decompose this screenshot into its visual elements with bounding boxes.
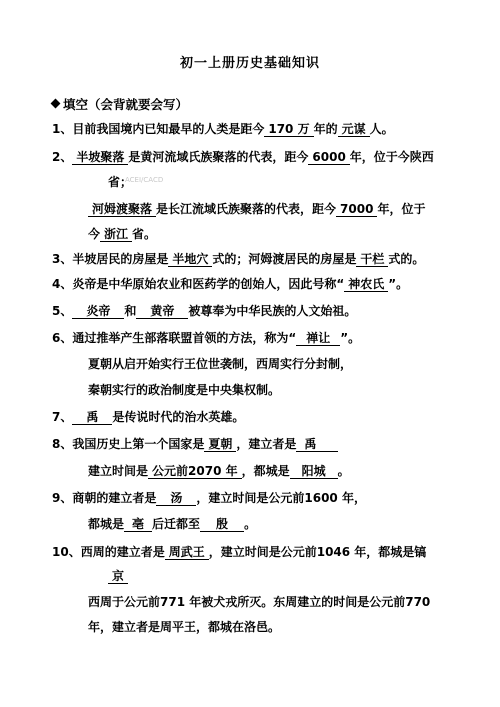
item-2-blank-d: 7000	[336, 202, 377, 217]
item-3-text-a: 3、半坡居民的房屋是	[52, 252, 169, 266]
item-5-text-a: 和	[124, 304, 137, 318]
item-10-text-b: ，建立时间是公元前1046 年，都城是	[208, 545, 415, 559]
item-2-text-f: 今	[88, 227, 101, 241]
item-6	[52, 330, 360, 346]
item-8	[52, 436, 338, 452]
item-6-line-2	[88, 356, 352, 372]
item-9-blank-c: 殷	[200, 517, 244, 532]
item-6-text-d: 秦朝实行的政治制度是中央集权制。	[88, 383, 281, 397]
item-9-line-2	[88, 516, 256, 532]
item-9-text-e: 后迁都至	[152, 517, 201, 531]
item-9-text-a: 9、商朝的建立者是	[52, 491, 157, 505]
item-10-blank-b-cont: 京	[108, 569, 128, 584]
faint-watermark-text: ACEI/CACD	[125, 176, 164, 184]
item-5-text-b: 被尊奉为中华民族的人文始祖。	[188, 304, 357, 318]
item-2-text-b: 年，位于今陕西	[349, 150, 434, 164]
item-9-text-d: 都城是	[88, 517, 125, 531]
item-2-line-4	[88, 226, 156, 242]
item-8-blank-c: 公元前2070 年	[148, 464, 242, 479]
item-9-text-b: ，建立时间是公元前1600 年	[196, 491, 354, 505]
item-3	[52, 251, 424, 267]
item-5-blank-a: 炎帝	[72, 304, 124, 319]
item-8-text-d: 建立时间是	[88, 464, 149, 478]
item-2-blank-c: 河姆渡聚落	[88, 202, 156, 217]
item-7-number: 7、	[52, 410, 73, 424]
item-4-text-a: 4、炎帝是中华原始农业和医药学的创始人，因此号称“	[52, 277, 345, 291]
item-2-text-a: 是黄河流域氏族聚落的代表，距今	[128, 150, 309, 164]
item-3-text-c: 式的。	[388, 252, 425, 266]
item-9-blank-b: 亳	[124, 517, 152, 532]
item-2-text-e: 年，位于	[377, 202, 426, 216]
item-6-text-a: 6、通过推举产生部落联盟首领的方法，称为“	[52, 331, 297, 345]
item-4	[52, 276, 408, 292]
item-8-blank-b: 禹	[296, 437, 338, 452]
item-6-line-3	[88, 382, 280, 398]
item-8-text-a: 8、我国历史上第一个国家是	[52, 437, 205, 451]
item-4-blank-a: 神农氏	[344, 277, 388, 292]
item-2-blank-e: 浙江	[100, 227, 132, 242]
item-5-number: 5、	[52, 304, 73, 318]
item-2-text-g: 省。	[132, 227, 157, 241]
item-5	[52, 303, 356, 319]
item-2-line-2	[108, 174, 132, 190]
item-2-text-c: 省；	[108, 175, 133, 189]
item-2-text-d: 是长江流域氏族聚落的代表，距今	[156, 202, 337, 216]
item-3-blank-b: 干栏	[356, 252, 388, 267]
item-10-text-a: 10、西周的建立者是	[52, 545, 165, 559]
item-2-line-3	[88, 201, 425, 217]
item-2-blank-b: 6000	[308, 150, 349, 165]
item-7-blank-a: 禹	[72, 410, 112, 425]
item-6-text-c: 夏朝从启开始实行王位世袭制，西周实行分封制，	[88, 357, 353, 371]
item-1-blank-a: 170 万	[264, 122, 313, 137]
item-9-text-f: 。	[244, 517, 257, 531]
item-7-text-a: 是传说时代的治水英雄。	[112, 410, 245, 424]
item-10-text-c: 西周于公元前771 年被犬戎所灭。东周建立的时间是公元前770	[88, 595, 431, 609]
diamond-bullet-icon	[51, 99, 61, 109]
item-1-text-c: 人。	[369, 122, 394, 136]
item-2-blank-a: 半坡聚落	[72, 150, 128, 165]
page-title: 初一上册历史基础知识	[179, 56, 320, 71]
item-9-blank-a: 汤	[156, 491, 196, 506]
item-9-text-c: ，	[353, 491, 366, 505]
item-8-line-2	[88, 463, 350, 479]
item-10-blank-a: 周武王	[165, 545, 209, 560]
item-10	[52, 544, 426, 560]
item-10-blank-b: 镐	[414, 545, 427, 559]
item-8-text-b: ，建立者是	[236, 437, 297, 451]
section-heading-text: 填空（会背就要会写）	[63, 97, 189, 112]
item-1-text-b: 年的	[313, 122, 338, 136]
item-10-line-3	[88, 594, 430, 610]
item-8-text-f: 。	[337, 464, 350, 478]
item-1	[52, 121, 394, 137]
item-4-text-b: ”。	[388, 277, 409, 291]
item-9	[52, 490, 366, 506]
item-10-line-4	[88, 619, 280, 635]
item-2-number: 2、	[52, 150, 73, 164]
item-3-blank-a: 半地穴	[168, 252, 212, 267]
item-8-blank-a: 夏朝	[204, 437, 236, 452]
item-3-text-b: 式的；河姆渡居民的房屋是	[212, 252, 357, 266]
item-1-blank-b: 元谋	[338, 122, 370, 137]
item-10-line-2	[108, 568, 128, 584]
item-1-text-a: 1、目前我国境内已知最早的人类是距今	[52, 122, 265, 136]
item-7	[52, 409, 244, 425]
item-8-text-e: ，都城是	[241, 464, 290, 478]
item-2	[52, 149, 434, 165]
item-6-text-b: ”。	[340, 331, 361, 345]
item-6-blank-a: 禅让	[296, 331, 340, 346]
section-heading	[52, 95, 188, 113]
item-10-text-d: 年，建立者是周平王，都城在洛邑。	[88, 620, 281, 634]
item-5-blank-b: 黄帝	[136, 304, 188, 319]
item-8-blank-d: 阳城	[290, 464, 338, 479]
